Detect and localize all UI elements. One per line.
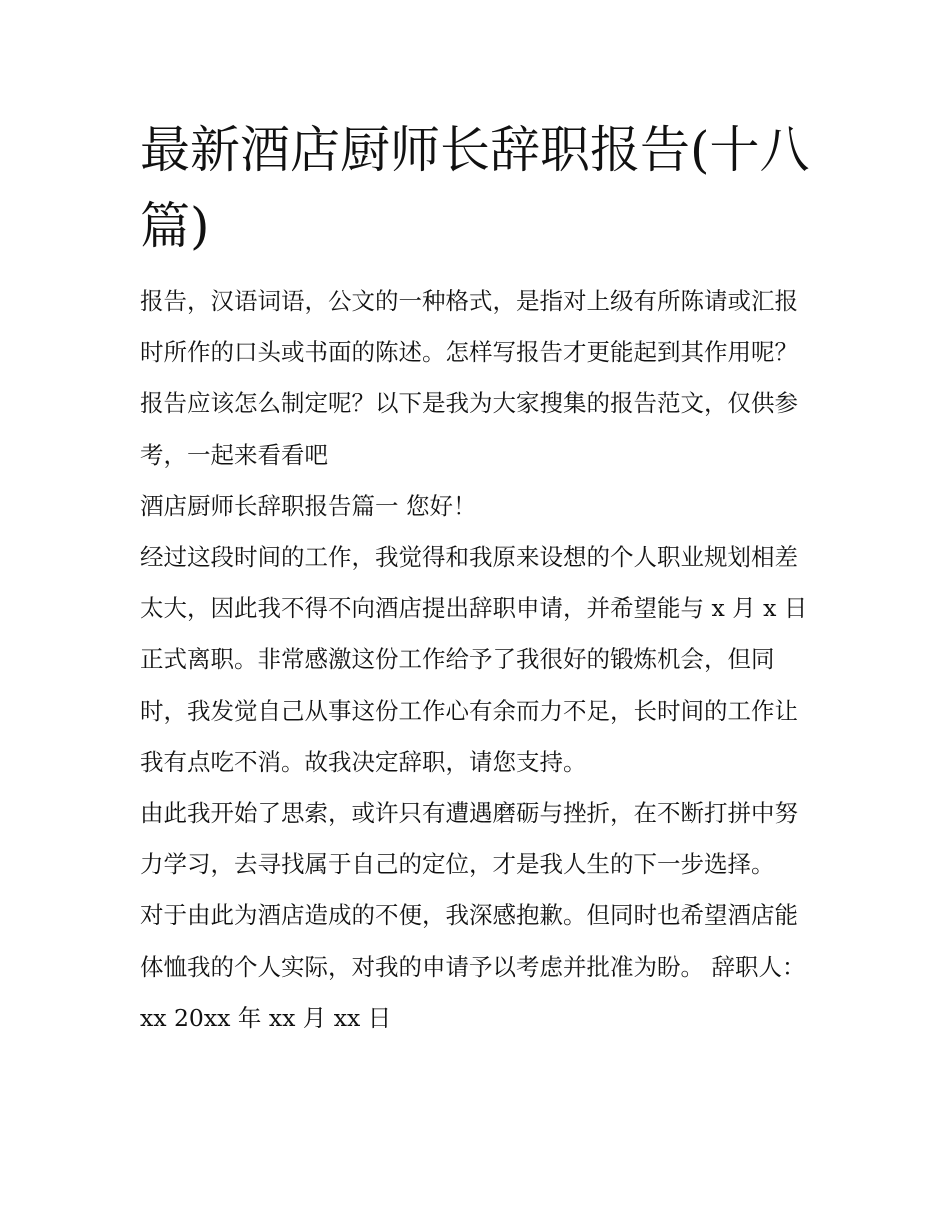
body-paragraph: 由此我开始了思索，或许只有遭遇磨砺与挫折，在不断打拼中努力学习，去寻找属于自己的定位，才是我人生的下一步选择。	[140, 799, 798, 879]
intro-paragraph: 报告，汉语词语，公文的一种格式，是指对上级有所陈请或汇报时所作的口头或书面的陈述。怎样写报告才更能起到其作用呢？报告应该怎么制定呢？以下是我为大家搜集的报告范文，仅供参考，一起来看看吧	[140, 287, 798, 469]
closing-paragraph: 对于由此为酒店造成的不便，我深感抱歉。但同时也希望酒店能体恤我的个人实际，对我的申请予以考虑并批准为盼。 辞职人：xx 20xx 年 xx 月 xx 日	[140, 901, 806, 1032]
body-paragraph: 经过这段时间的工作，我觉得和我原来设想的个人职业规划相差太大，因此我不得不向酒店提出辞职申请，并希望能与 x 月 x 日正式离职。非常感激这份工作给予了我很好的锻炼机会，但同时，我发觉自己从事这份工作心有余而力不足，长时间的工作让我有点吃不消。故我决定辞职，请您支持。	[140, 543, 808, 776]
document-body	[140, 276, 820, 1044]
document-title: 最新酒店厨师长辞职报告(十八篇)	[140, 121, 810, 255]
section-heading-paragraph: 酒店厨师长辞职报告篇一 您好！	[140, 491, 477, 520]
